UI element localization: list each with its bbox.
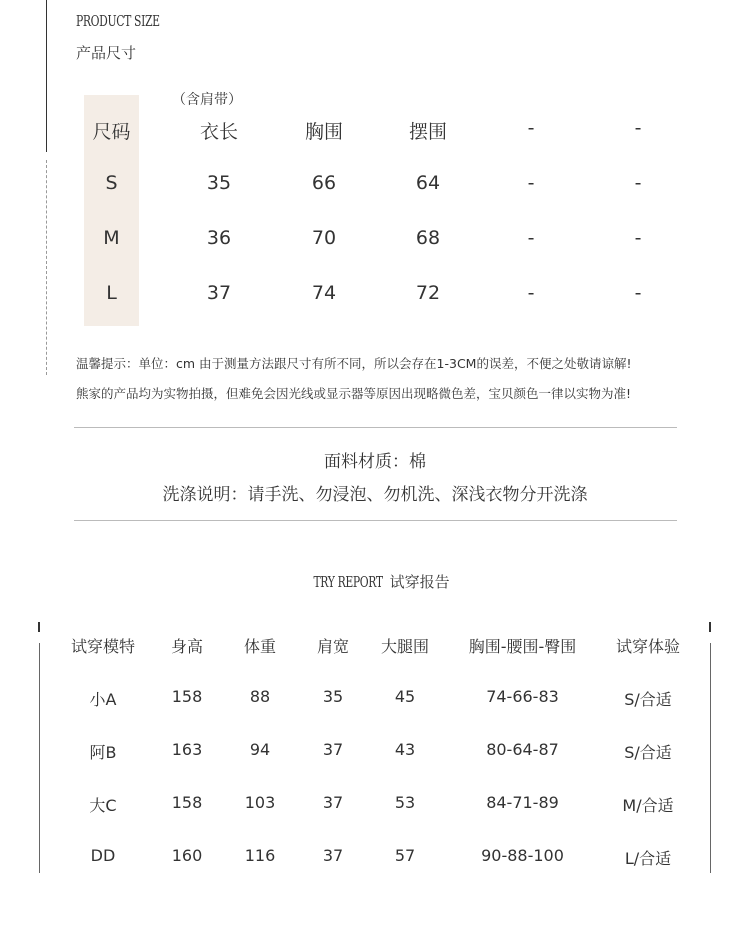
- length-note: （含肩带）: [172, 92, 242, 108]
- try-row-1-weight: 88: [249, 687, 271, 706]
- size-row-m-length: 36: [206, 227, 232, 249]
- try-row-2-thigh: 43: [394, 740, 416, 759]
- try-header-shoulder: 肩宽: [316, 637, 349, 656]
- divider-bottom: [74, 520, 677, 521]
- product-size-title-cn: 产品尺寸: [76, 44, 137, 62]
- washing-instructions: 洗涤说明：请手洗、勿浸泡、勿机洗、深浅衣物分开洗涤: [162, 485, 588, 505]
- try-row-2-measurements: 80-64-87: [486, 740, 559, 759]
- try-row-1-fit: S/合适: [624, 690, 672, 709]
- try-row-4-measurements: 90-88-100: [481, 846, 564, 865]
- size-header-empty-2: -: [634, 117, 642, 139]
- size-row-l-bust: 74: [311, 282, 337, 304]
- size-row-l-size: L: [106, 282, 117, 304]
- try-row-4-shoulder: 37: [322, 846, 344, 865]
- try-row-1-measurements: 74-66-83: [486, 687, 559, 706]
- size-row-s-empty-1: -: [527, 172, 535, 194]
- size-row-m-empty-2: -: [634, 227, 642, 249]
- try-row-3-thigh: 53: [394, 793, 416, 812]
- try-row-4-thigh: 57: [394, 846, 416, 865]
- size-row-s-size: S: [105, 172, 118, 194]
- try-header-measurements: 胸围-腰围-臀围: [468, 637, 577, 656]
- product-size-title-en: PRODUCT SIZE: [76, 12, 160, 30]
- tip-line-2: 熊家的产品均为实物拍摄，但难免会因光线或显示器等原因出现略微色差，宝贝颜色一律以实物为准!: [76, 386, 632, 401]
- size-row-s-length: 35: [206, 172, 232, 194]
- try-row-2-model: 阿B: [89, 743, 117, 762]
- try-row-4-fit: L/合适: [624, 849, 672, 868]
- try-row-3-model: 大C: [89, 796, 117, 815]
- try-report-right-tick: [709, 622, 711, 632]
- divider-top: [74, 427, 677, 428]
- try-row-2-height: 163: [171, 740, 203, 759]
- size-header-length: 衣长: [199, 121, 238, 143]
- size-row-m-hem: 68: [415, 227, 441, 249]
- try-report-title-cn: 试穿报告: [389, 573, 450, 591]
- size-header-size: 尺码: [92, 121, 131, 143]
- try-row-1-shoulder: 35: [322, 687, 344, 706]
- try-report-left-line: [39, 643, 40, 873]
- size-header-bust: 胸围: [304, 121, 343, 143]
- try-header-fit: 试穿体验: [615, 637, 680, 656]
- size-row-l-empty-1: -: [527, 282, 535, 304]
- left-divider-line: [46, 0, 47, 152]
- fabric-material: 面料材质：棉: [324, 452, 426, 472]
- try-report-title: [0, 571, 750, 592]
- try-row-4-weight: 116: [244, 846, 276, 865]
- size-row-m-empty-1: -: [527, 227, 535, 249]
- try-report-left-tick: [38, 622, 40, 632]
- try-row-2-weight: 94: [249, 740, 271, 759]
- try-row-4-height: 160: [171, 846, 203, 865]
- left-dashed-line: [46, 160, 48, 375]
- try-row-3-height: 158: [171, 793, 203, 812]
- size-header-hem: 摆围: [408, 121, 447, 143]
- size-row-s-empty-2: -: [634, 172, 642, 194]
- size-row-m-bust: 70: [311, 227, 337, 249]
- tip-line-1: 温馨提示：单位：cm 由于测量方法跟尺寸有所不同，所以会存在1-3CM的误差，不便之处敬请谅解!: [76, 356, 632, 371]
- try-header-thigh: 大腿围: [380, 637, 429, 656]
- size-row-m-size: M: [103, 227, 120, 249]
- try-row-4-model: DD: [90, 846, 116, 865]
- size-row-s-bust: 66: [311, 172, 337, 194]
- try-row-3-shoulder: 37: [322, 793, 344, 812]
- size-header-empty-1: -: [527, 117, 535, 139]
- try-row-2-fit: S/合适: [624, 743, 672, 762]
- try-header-model: 试穿模特: [70, 637, 135, 656]
- try-row-3-measurements: 84-71-89: [486, 793, 559, 812]
- try-header-weight: 体重: [243, 637, 276, 656]
- try-row-1-height: 158: [171, 687, 203, 706]
- size-row-l-empty-2: -: [634, 282, 642, 304]
- try-row-1-model: 小A: [89, 690, 117, 709]
- try-row-3-weight: 103: [244, 793, 276, 812]
- try-row-3-fit: M/合适: [622, 796, 674, 815]
- size-row-l-length: 37: [206, 282, 232, 304]
- size-row-s-hem: 64: [415, 172, 441, 194]
- try-row-2-shoulder: 37: [322, 740, 344, 759]
- try-header-height: 身高: [170, 637, 203, 656]
- try-report-right-line: [710, 643, 711, 873]
- try-report-title-en: TRY REPORT: [313, 572, 384, 591]
- try-row-1-thigh: 45: [394, 687, 416, 706]
- size-row-l-hem: 72: [415, 282, 441, 304]
